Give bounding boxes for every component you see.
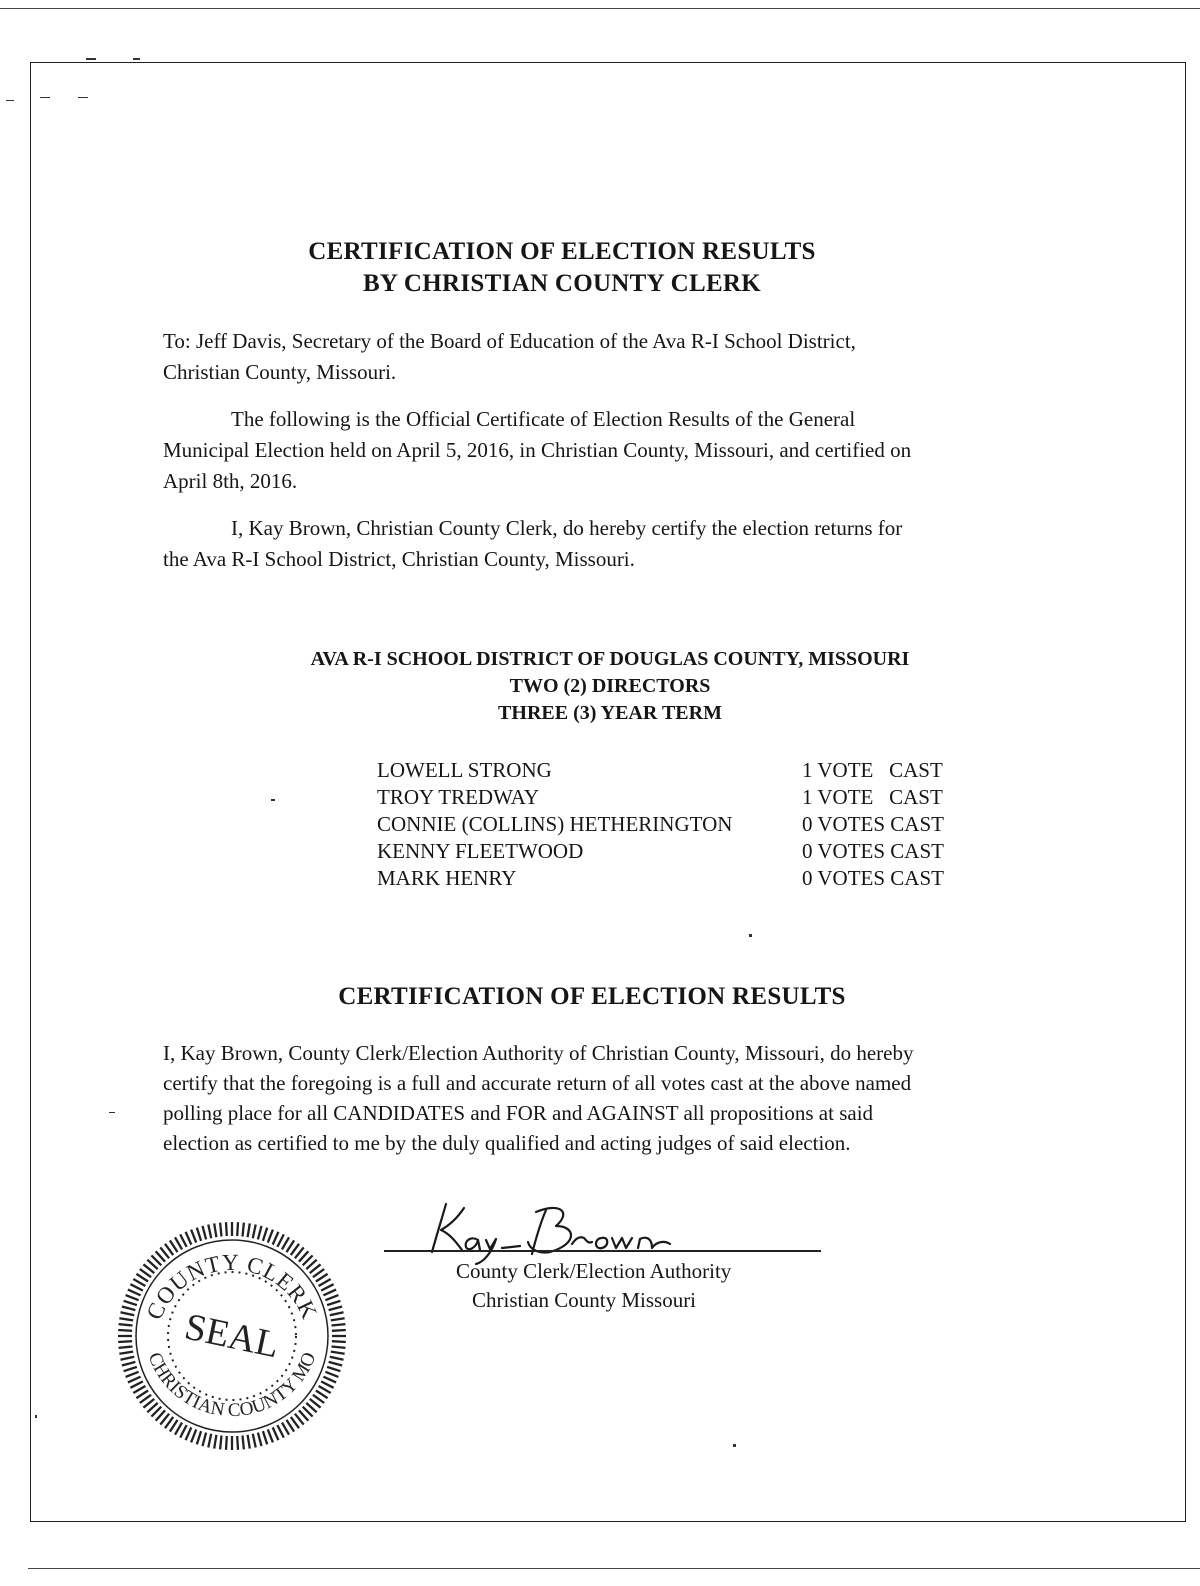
seal-tick — [220, 1436, 221, 1450]
seal-tick — [329, 1307, 343, 1311]
seal-tick — [121, 1357, 135, 1360]
seal-tick — [191, 1429, 196, 1442]
candidate-name: CONNIE (COLLINS) HETHERINGTON — [377, 812, 733, 836]
vote-count: 1 VOTE CAST — [802, 758, 943, 782]
result-row — [377, 838, 977, 865]
seal-tick — [319, 1279, 331, 1286]
seal-tick — [263, 1431, 267, 1444]
seal-tick — [277, 1425, 283, 1438]
vote-count: 1 VOTE CAST — [802, 785, 943, 809]
scan-speck — [35, 1415, 37, 1418]
seal-tick — [124, 1301, 137, 1305]
seal-tick — [118, 1341, 132, 1342]
seal-tick — [243, 1223, 244, 1237]
seal-tick — [203, 1433, 207, 1447]
signature-line — [384, 1250, 821, 1252]
seal-tick — [329, 1362, 343, 1366]
seal-tick — [122, 1307, 135, 1311]
seal-tick — [122, 1362, 135, 1366]
seal-tick — [128, 1377, 141, 1383]
seal-tick — [133, 1279, 145, 1286]
seal-tick — [248, 1223, 250, 1237]
paragraph-line: I, Kay Brown, Christian County Clerk, do hereby certify the election returns for — [231, 516, 903, 540]
scan-speck — [109, 1112, 115, 1113]
addressee-line: To: Jeff Davis, Secretary of the Board of Education of the Ava R-I School District, — [163, 329, 856, 353]
seal-tick — [327, 1301, 340, 1305]
seal-bottom-text: CHRISTIAN COUNTY MO — [143, 1349, 321, 1422]
scan-speck — [133, 58, 140, 60]
paragraph-line: certify that the foregoing is a full and accurate return of all votes cast at the above named — [163, 1071, 912, 1095]
intro-paragraph — [163, 404, 911, 497]
seal-tick — [253, 1434, 256, 1448]
seal-tick — [214, 1435, 216, 1449]
seal-tick — [332, 1347, 346, 1348]
seal-tick — [214, 1223, 216, 1237]
county-clerk-seal — [114, 1218, 350, 1454]
paragraph-line: the Ava R-I School District, Christian County, Missouri. — [163, 547, 635, 571]
seal-tick — [186, 1232, 192, 1245]
seal-tick — [237, 1222, 238, 1236]
paragraph-line: election as certified to me by the duly qualified and acting judges of said election. — [163, 1131, 851, 1155]
seal-tick — [321, 1284, 334, 1290]
seal-tick — [248, 1435, 250, 1449]
scan-speck — [40, 97, 50, 98]
seal-center-text: SEAL — [181, 1305, 283, 1367]
seal-tick — [273, 1427, 279, 1440]
seal-tick — [126, 1295, 139, 1300]
seal-tick — [243, 1436, 244, 1450]
seal-tick — [332, 1341, 346, 1342]
seal-tick — [268, 1230, 273, 1243]
scan-speck — [86, 58, 96, 60]
seal-tick — [325, 1372, 338, 1377]
seal-tick — [327, 1367, 340, 1371]
addressee-line: Christian County, Missouri. — [163, 360, 397, 384]
seal-tick — [268, 1429, 273, 1442]
seal-tick — [258, 1433, 262, 1447]
candidate-name: TROY TREDWAY — [377, 785, 539, 809]
seal-tick — [121, 1312, 135, 1315]
seal-tick — [118, 1330, 132, 1331]
seal-tick — [119, 1318, 133, 1320]
seal-tick — [180, 1234, 186, 1247]
seal-tick — [130, 1381, 143, 1387]
vote-count: 0 VOTES CAST — [802, 812, 944, 836]
scan-speck — [6, 100, 14, 101]
paragraph-line: I, Kay Brown, County Clerk/Election Authority of Christian County, Missouri, do hereby — [163, 1041, 914, 1065]
paragraph-line: polling place for all CANDIDATES and FOR and AGAINST all propositions at said — [163, 1101, 874, 1125]
seal-tick — [175, 1423, 182, 1435]
seal-tick — [197, 1228, 201, 1241]
vote-count: 0 VOTES CAST — [802, 866, 944, 890]
seal-tick — [319, 1386, 331, 1393]
seal-tick — [220, 1223, 221, 1237]
seal-tick — [133, 1386, 145, 1393]
seal-tick — [124, 1367, 137, 1371]
seal-tick — [282, 1237, 289, 1249]
scan-speck — [271, 799, 275, 801]
paragraph-line: Municipal Election held on April 5, 2016, in Christian County, Missouri, and certified on — [163, 438, 912, 462]
results-table — [377, 757, 977, 892]
certify-returns-paragraph — [163, 513, 902, 575]
seal-tick — [323, 1377, 336, 1383]
seal-tick — [180, 1425, 186, 1438]
seal-tick — [203, 1226, 207, 1240]
seal-tick — [128, 1290, 141, 1296]
seal-tick — [325, 1295, 338, 1300]
seal-tick — [330, 1312, 344, 1315]
vote-count: 0 VOTES CAST — [802, 839, 944, 863]
seal-tick — [253, 1225, 256, 1239]
seal-tick — [332, 1324, 346, 1325]
candidate-name: KENNY FLEETWOOD — [377, 839, 584, 863]
seal-tick — [186, 1427, 192, 1440]
seal-tick — [277, 1234, 283, 1247]
seal-tick — [321, 1381, 334, 1387]
seal-tick — [208, 1434, 211, 1448]
contest-heading — [240, 646, 980, 727]
candidate-name: LOWELL STRONG — [377, 758, 552, 782]
seal-tick — [226, 1436, 227, 1450]
scan-speck — [78, 97, 88, 98]
seal-tick — [282, 1423, 289, 1435]
seal-tick — [119, 1347, 133, 1348]
paragraph-line: The following is the Official Certificate of Election Results of the General — [231, 407, 856, 431]
seal-tick — [273, 1232, 279, 1245]
signer-title: County Clerk/Election Authority — [456, 1259, 732, 1283]
certification-paragraph — [163, 1038, 913, 1158]
seal-tick — [331, 1352, 345, 1354]
scan-edge-bottom — [28, 1568, 1200, 1569]
result-row — [377, 811, 977, 838]
addressee-block — [163, 326, 856, 388]
seal-top-text: COUNTY CLERK — [141, 1249, 323, 1324]
seal-tick — [130, 1284, 143, 1290]
seal-tick — [237, 1436, 238, 1450]
seal-tick — [197, 1431, 201, 1444]
result-row — [377, 757, 977, 784]
contest-term: THREE (3) YEAR TERM — [498, 702, 722, 724]
seal-tick — [119, 1324, 133, 1325]
scan-speck — [733, 1444, 736, 1447]
result-row — [377, 865, 977, 892]
signer-county: Christian County Missouri — [472, 1288, 697, 1312]
seal-tick — [208, 1225, 211, 1239]
paragraph-line: April 8th, 2016. — [163, 469, 298, 493]
seal-tick — [258, 1226, 262, 1240]
seal-tick — [330, 1357, 344, 1360]
seal-tick — [226, 1222, 227, 1236]
handwritten-signature — [420, 1196, 690, 1266]
result-row — [377, 784, 977, 811]
certification-title: CERTIFICATION OF ELECTION RESULTS — [338, 983, 846, 1010]
contest-seats: TWO (2) DIRECTORS — [509, 675, 711, 697]
seal-tick — [331, 1318, 345, 1320]
candidate-name: MARK HENRY — [377, 866, 517, 890]
document-subtitle: BY CHRISTIAN COUNTY CLERK — [362, 270, 762, 297]
seal-tick — [126, 1372, 139, 1377]
scan-edge-top — [0, 8, 1200, 9]
contest-name: AVA R-I SCHOOL DISTRICT OF DOUGLAS COUNTY, MISSOURI — [310, 648, 910, 670]
seal-tick — [332, 1330, 346, 1331]
seal-tick — [119, 1352, 133, 1354]
seal-tick — [323, 1290, 336, 1296]
seal-tick — [263, 1228, 267, 1241]
scan-speck — [749, 934, 752, 937]
seal-tick — [175, 1237, 182, 1249]
document-title: CERTIFICATION OF ELECTION RESULTS — [308, 238, 816, 265]
seal-tick — [191, 1230, 196, 1243]
